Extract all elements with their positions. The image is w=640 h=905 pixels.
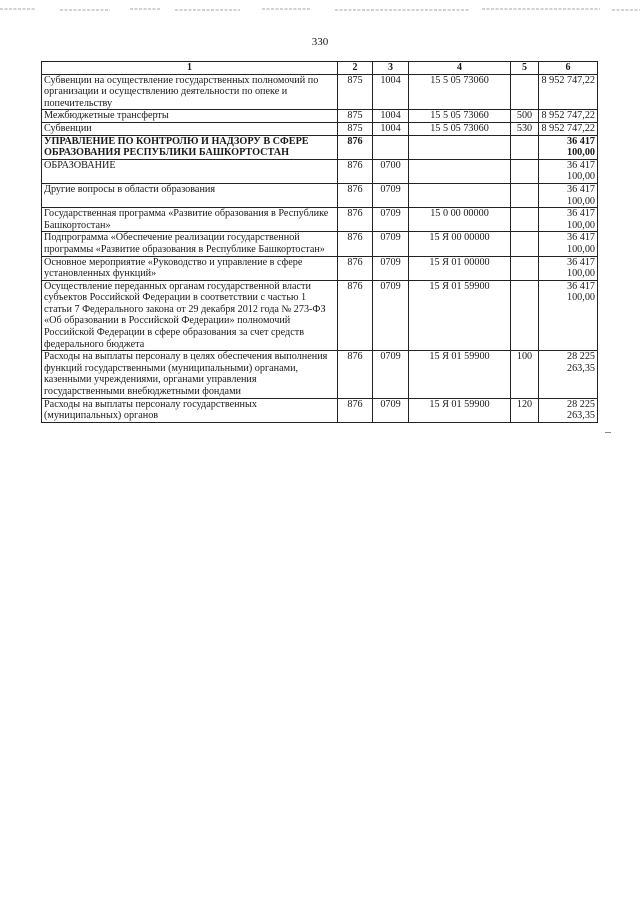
cell-c3: 1004 xyxy=(373,122,409,135)
table-body xyxy=(42,74,598,422)
cell-c6: 36 417 100,00 xyxy=(539,280,598,351)
cell-c3: 1004 xyxy=(373,110,409,123)
cell-c3: 0709 xyxy=(373,232,409,256)
cell-c6: 36 417 100,00 xyxy=(539,183,598,207)
table-row xyxy=(42,183,598,207)
cell-c5 xyxy=(511,159,539,183)
header-col-4: 4 xyxy=(409,62,511,75)
cell-c2: 875 xyxy=(338,122,373,135)
cell-c4: 15 5 05 73060 xyxy=(409,74,511,110)
cell-c1: Расходы на выплаты персоналу в целях обеспечения выполнения функций государственными (муниципальными) органами, казенными учреждениями, органами управления государственными внебюджетными фондами xyxy=(42,351,338,398)
table-row xyxy=(42,208,598,232)
table-row xyxy=(42,351,598,398)
table-row xyxy=(42,122,598,135)
scan-mark xyxy=(605,432,611,433)
cell-c3: 1004 xyxy=(373,74,409,110)
header-col-6: 6 xyxy=(539,62,598,75)
cell-c2: 876 xyxy=(338,256,373,280)
cell-c4 xyxy=(409,183,511,207)
cell-c4: 15 Я 01 59900 xyxy=(409,398,511,422)
cell-c1: Межбюджетные трансферты xyxy=(42,110,338,123)
cell-c6: 8 952 747,22 xyxy=(539,110,598,123)
cell-c4: 15 Я 01 00000 xyxy=(409,256,511,280)
cell-c5: 530 xyxy=(511,122,539,135)
cell-c6: 8 952 747,22 xyxy=(539,74,598,110)
table-row xyxy=(42,280,598,351)
cell-c2: 876 xyxy=(338,208,373,232)
cell-c5 xyxy=(511,280,539,351)
cell-c2: 875 xyxy=(338,110,373,123)
table-row xyxy=(42,135,598,159)
cell-c2: 876 xyxy=(338,351,373,398)
table-row xyxy=(42,159,598,183)
header-col-2: 2 xyxy=(338,62,373,75)
cell-c5 xyxy=(511,74,539,110)
cell-c2: 876 xyxy=(338,280,373,351)
cell-c2: 876 xyxy=(338,232,373,256)
cell-c4 xyxy=(409,135,511,159)
cell-c5 xyxy=(511,135,539,159)
cell-c6: 8 952 747,22 xyxy=(539,122,598,135)
cell-c1: Подпрограмма «Обеспечение реализации государственной программы «Развитие образования в Республике Башкортостан» xyxy=(42,232,338,256)
cell-c4: 15 0 00 00000 xyxy=(409,208,511,232)
cell-c3 xyxy=(373,135,409,159)
cell-c4: 15 Я 00 00000 xyxy=(409,232,511,256)
cell-c5 xyxy=(511,256,539,280)
cell-c1: УПРАВЛЕНИЕ ПО КОНТРОЛЮ И НАДЗОРУ В СФЕРЕ ОБРАЗОВАНИЯ РЕСПУБЛИКИ БАШКОРТОСТАН xyxy=(42,135,338,159)
cell-c4: 15 5 05 73060 xyxy=(409,110,511,123)
cell-c1: Основное мероприятие «Руководство и управление в сфере установленных функций» xyxy=(42,256,338,280)
scan-edge-noise xyxy=(0,6,640,14)
cell-c6: 36 417 100,00 xyxy=(539,208,598,232)
cell-c3: 0709 xyxy=(373,208,409,232)
table-row xyxy=(42,398,598,422)
cell-c6: 36 417 100,00 xyxy=(539,159,598,183)
table-row xyxy=(42,74,598,110)
cell-c3: 0709 xyxy=(373,351,409,398)
table-row xyxy=(42,110,598,123)
cell-c1: Расходы на выплаты персоналу государственных (муниципальных) органов xyxy=(42,398,338,422)
cell-c1: Субвенции xyxy=(42,122,338,135)
cell-c5 xyxy=(511,232,539,256)
cell-c4: 15 Я 01 59900 xyxy=(409,280,511,351)
cell-c1: Субвенции на осуществление государственных полномочий по организации и осуществлению деятельности по опеке и попечительству xyxy=(42,74,338,110)
cell-c6: 28 225 263,35 xyxy=(539,398,598,422)
cell-c3: 0709 xyxy=(373,398,409,422)
cell-c2: 876 xyxy=(338,135,373,159)
budget-table xyxy=(41,61,598,423)
header-col-1: 1 xyxy=(42,62,338,75)
cell-c6: 36 417 100,00 xyxy=(539,256,598,280)
header-col-3: 3 xyxy=(373,62,409,75)
cell-c3: 0709 xyxy=(373,256,409,280)
cell-c2: 876 xyxy=(338,398,373,422)
cell-c5 xyxy=(511,208,539,232)
cell-c6: 36 417 100,00 xyxy=(539,232,598,256)
cell-c5: 500 xyxy=(511,110,539,123)
cell-c3: 0709 xyxy=(373,280,409,351)
header-col-5: 5 xyxy=(511,62,539,75)
cell-c1: Государственная программа «Развитие образования в Республике Башкортостан» xyxy=(42,208,338,232)
cell-c2: 876 xyxy=(338,183,373,207)
cell-c3: 0709 xyxy=(373,183,409,207)
cell-c4: 15 Я 01 59900 xyxy=(409,351,511,398)
cell-c2: 875 xyxy=(338,74,373,110)
cell-c1: Осуществление переданных органам государственной власти субъектов Российской Федерации в соответствии с частью 1 статьи 7 Федерального закона от 29 декабря 2012 года № 273-ФЗ «Об образовании в Российской Федерации» полномочий Российской Федерации в сфере образования за счет средств федерального бюджета xyxy=(42,280,338,351)
cell-c3: 0700 xyxy=(373,159,409,183)
cell-c6: 28 225 263,35 xyxy=(539,351,598,398)
table-row xyxy=(42,256,598,280)
cell-c1: Другие вопросы в области образования xyxy=(42,183,338,207)
cell-c5: 120 xyxy=(511,398,539,422)
cell-c1: ОБРАЗОВАНИЕ xyxy=(42,159,338,183)
page-number: 330 xyxy=(311,36,329,48)
cell-c6: 36 417 100,00 xyxy=(539,135,598,159)
cell-c4: 15 5 05 73060 xyxy=(409,122,511,135)
cell-c2: 876 xyxy=(338,159,373,183)
cell-c4 xyxy=(409,159,511,183)
cell-c5 xyxy=(511,183,539,207)
header-row xyxy=(42,62,598,75)
cell-c5: 100 xyxy=(511,351,539,398)
table-row xyxy=(42,232,598,256)
